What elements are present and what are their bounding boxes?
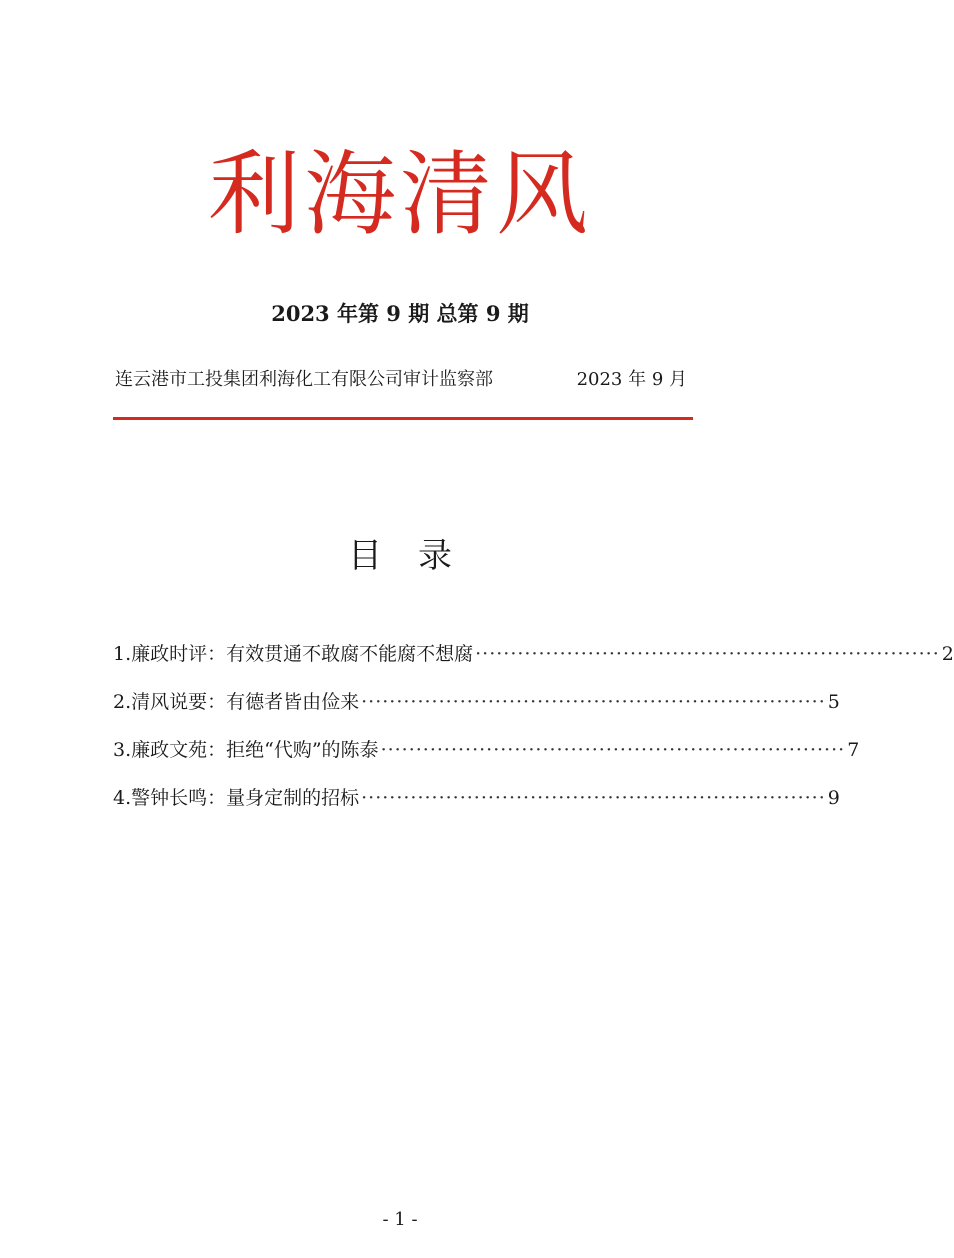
- issue-number: 2023 年第 9 期 总第 9 期: [271, 301, 529, 326]
- toc-dot-leader: ··································································: [361, 691, 826, 713]
- toc-list: [113, 636, 954, 828]
- red-divider-line: [113, 417, 693, 420]
- toc-dot-leader: ··································································: [380, 739, 846, 761]
- issue-date: 2023 年 9 月: [576, 369, 687, 390]
- toc-item-page: 5: [827, 691, 840, 713]
- page-number: - 1 -: [382, 1209, 418, 1230]
- toc-dot-leader: ··································································: [361, 787, 826, 809]
- toc-item-label: 4.警钟长鸣：量身定制的招标: [113, 787, 360, 809]
- toc-item[interactable]: [113, 732, 860, 780]
- toc-item-page: 7: [847, 739, 860, 761]
- toc-item[interactable]: [113, 780, 840, 828]
- issuer-name: 连云港市工投集团利海化工有限公司审计监察部: [115, 369, 493, 390]
- toc-item-label: 3.廉政文苑：拒绝“代购”的陈泰: [113, 739, 379, 761]
- toc-item-page: 9: [827, 787, 840, 809]
- toc-item-page: 2: [941, 643, 954, 665]
- masthead-title: 利海清风: [207, 141, 592, 248]
- toc-heading: 目录: [348, 536, 488, 576]
- toc-dot-leader: ··································································: [475, 643, 940, 665]
- toc-item[interactable]: [113, 636, 954, 684]
- issuer-row: [115, 366, 687, 394]
- toc-item[interactable]: [113, 684, 840, 732]
- toc-item-label: 2.清风说要：有德者皆由俭来: [113, 691, 360, 713]
- toc-item-label: 1.廉政时评：有效贯通不敢腐不能腐不想腐: [113, 643, 474, 665]
